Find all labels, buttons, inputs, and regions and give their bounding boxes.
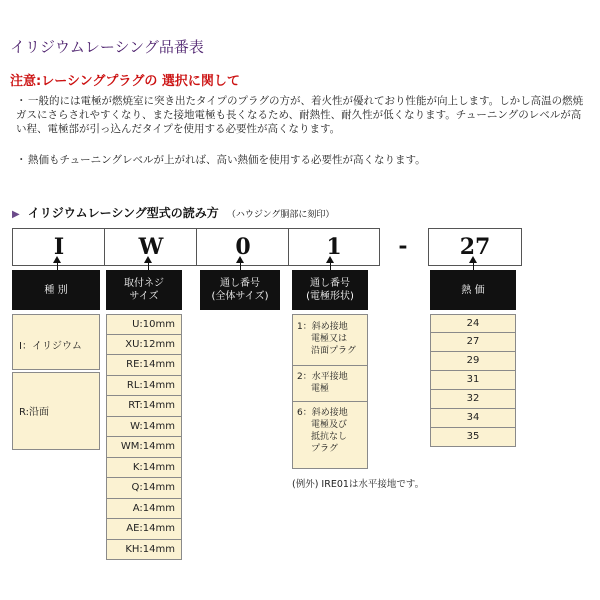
exception-note: (例外) IRE01は水平接地です。 — [292, 479, 425, 490]
arrow-stem — [330, 262, 331, 270]
electrode-line: プラグ — [311, 444, 339, 454]
code-part-type: I — [12, 228, 106, 266]
electrode-line: 沿面プラグ — [311, 346, 357, 356]
electrode-line: 2：水平接地 — [297, 372, 348, 382]
header-serial2-line: 通し番号 — [310, 278, 350, 289]
list-item: RL:14mm — [106, 376, 182, 397]
electrode-shape-item — [293, 371, 367, 395]
list-item: 34 — [430, 409, 516, 428]
list-item: 32 — [430, 390, 516, 409]
up-arrow-icon — [469, 256, 477, 263]
header-thread — [106, 270, 182, 310]
list-item: A:14mm — [106, 499, 182, 520]
list-item: AE:14mm — [106, 519, 182, 540]
heat-value-list — [430, 314, 516, 447]
arrow-stem — [148, 262, 149, 270]
type-label: R:沿面 — [19, 407, 50, 418]
bullet-mark: ・ — [16, 95, 27, 107]
electrode-line: 抵抗なし — [311, 432, 348, 442]
type-label: I：イリジウム — [19, 341, 82, 352]
header-thread-line: 取付ネジ — [124, 278, 164, 289]
thread-size-list — [106, 314, 182, 560]
reading-note: （ハウジング胴部に刻印） — [226, 210, 335, 220]
electrode-shape-box — [292, 314, 368, 469]
up-arrow-icon — [144, 256, 152, 263]
code-part-heat: 27 — [428, 228, 522, 266]
list-item: 31 — [430, 371, 516, 390]
header-serial-size — [200, 270, 280, 310]
arrow-stem — [473, 262, 474, 270]
list-item: 27 — [430, 333, 516, 352]
header-serial2-line: (電極形状) — [306, 291, 354, 302]
list-item: Q:14mm — [106, 478, 182, 499]
up-arrow-icon — [236, 256, 244, 263]
divider — [293, 401, 367, 402]
list-item: XU:12mm — [106, 335, 182, 356]
bullet-item — [16, 153, 586, 167]
list-item: RE:14mm — [106, 355, 182, 376]
electrode-shape-item — [293, 407, 367, 455]
header-heat: 熱 価 — [430, 270, 516, 310]
bullet-text: 一般的には電極が燃焼室に突き出たタイプのプラグの方が、着火性が優れており性能が向上します。しかし高温の燃焼ガスにさらされやすくなり、また接地電極も長くなるため、耐熱性、耐久性が低くなります。チューニングのレベルが高い程、電極部が引っ込んだタイプを使用する必要性が高くなります。 — [16, 95, 584, 135]
list-item: W:14mm — [106, 417, 182, 438]
electrode-shape-item — [293, 321, 367, 357]
triangle-icon: ▶ — [12, 209, 20, 220]
list-item: RT:14mm — [106, 396, 182, 417]
arrow-stem — [57, 262, 58, 270]
reading-heading-text: イリジウムレーシング型式の読み方 — [27, 206, 219, 220]
bullet-mark: ・ — [16, 154, 27, 166]
electrode-line: 電極又は — [311, 334, 348, 344]
up-arrow-icon — [326, 256, 334, 263]
code-part-serial-electrode: 1 — [288, 228, 380, 266]
code-part-thread: W — [104, 228, 198, 266]
bullet-item — [16, 94, 586, 136]
type-cell — [12, 372, 100, 450]
list-item: 29 — [430, 352, 516, 371]
list-item: KH:14mm — [106, 540, 182, 561]
header-serial-line: 通し番号 — [220, 278, 260, 289]
list-item: K:14mm — [106, 458, 182, 479]
list-item: WM:14mm — [106, 437, 182, 458]
up-arrow-icon — [53, 256, 61, 263]
electrode-line: 1：斜め接地 — [297, 322, 348, 332]
page-title: イリジウムレーシング品番表 — [10, 38, 204, 56]
code-part-serial-size: 0 — [196, 228, 290, 266]
bullet-text: 熱価もチューニングレベルが上がれば、高い熱価を使用する必要性が高くなります。 — [28, 154, 426, 166]
list-item: 35 — [430, 428, 516, 447]
electrode-line: 6：斜め接地 — [297, 408, 348, 418]
header-type: 種 別 — [12, 270, 100, 310]
reading-heading — [12, 204, 334, 221]
notice-heading: 注意:レーシングプラグの 選択に関して — [10, 74, 240, 89]
header-thread-line: サイズ — [129, 291, 159, 302]
type-cell — [12, 314, 100, 370]
list-item: 24 — [430, 314, 516, 333]
electrode-line: 電極 — [311, 384, 330, 394]
header-serial-line: (全体サイズ) — [211, 291, 269, 302]
code-dash: - — [398, 233, 408, 259]
divider — [293, 365, 367, 366]
list-item: U:10mm — [106, 314, 182, 335]
header-serial-electrode — [292, 270, 368, 310]
arrow-stem — [240, 262, 241, 270]
electrode-line: 電極及び — [311, 420, 348, 430]
